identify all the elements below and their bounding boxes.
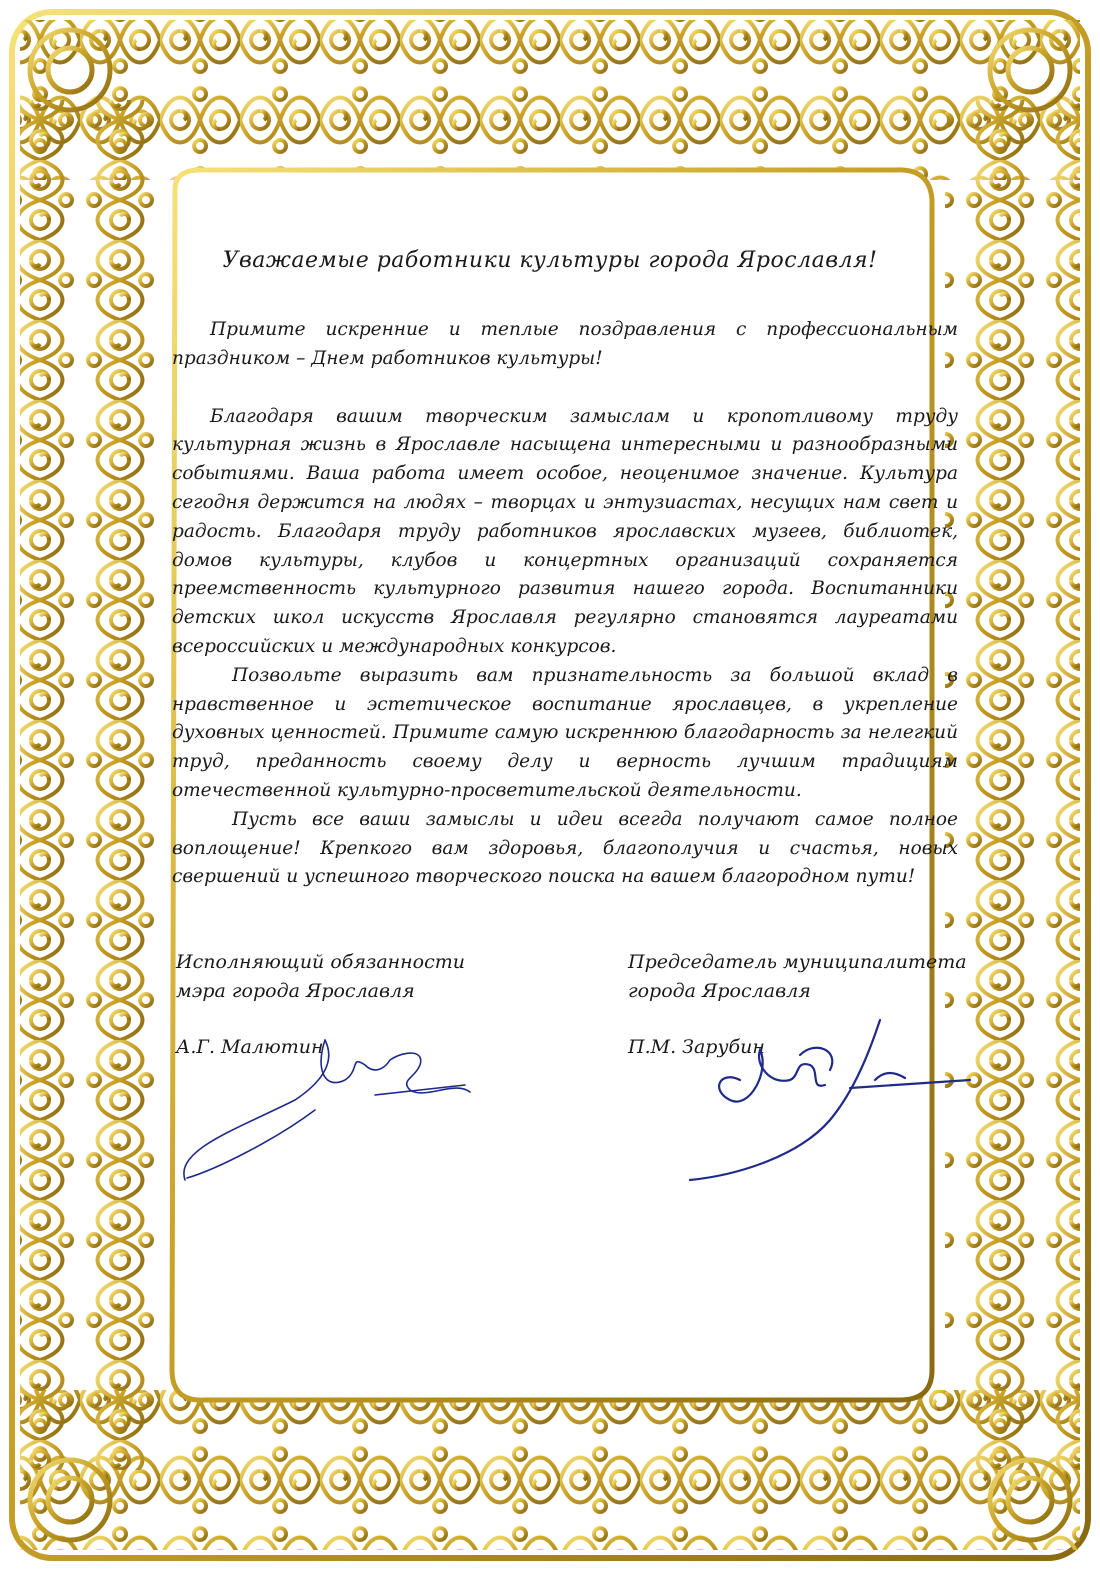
- signatory-left-position-line2: мэра города Ярославля: [176, 980, 415, 1002]
- signatory-right-name: П.М. Зарубин: [628, 1036, 765, 1058]
- signatory-right-position-line1: Председатель муниципалитета: [628, 951, 967, 973]
- paragraph-wishes: Пусть все ваши замыслы и идеи всегда получают самое полное воплощение! Крепкого вам здоровья, благополучия и счастья, новых свершений и успешного творческого поиска на вашем благородном пути!: [172, 808, 958, 888]
- letter-title: Уважаемые работники культуры города Ярославля!: [222, 248, 878, 273]
- handwritten-signature-icon: [680, 1010, 980, 1190]
- signatory-left-position: [176, 948, 536, 1006]
- letter-body: [172, 316, 958, 892]
- signatory-right-position-line2: города Ярославля: [628, 980, 811, 1002]
- paragraph-culture-life: Благодаря вашим творческим замыслам и кропотливому труду культурная жизнь в Ярославле насыщена интересными и разнообразными событиями. Ваша работа имеет особое, неоценимое значение. Культура сегодня держится на людях – творцах и энтузиастах, несущих нам свет и радость. Благодаря труду работников ярославских музеев, библиотек, домов культуры, клубов и концертных организаций сохраняется преемственность культурного развития нашего города. Воспитанники детских школ искусств Ярославля регулярно становятся лауреатами всероссийских и международных конкурсов.: [172, 405, 958, 657]
- handwritten-signature-icon: [175, 1020, 475, 1190]
- paragraph-gratitude: Позвольте выразить вам признательность за большой вклад в нравственное и эстетическое воспитание ярославцев, в укрепление духовных ценностей. Примите самую искреннюю благодарность за нелегкий труд, преданность своему делу и верность лучшим традициям отечественной культурно-просветительской деятельности.: [172, 664, 958, 801]
- signatory-left-position-line1: Исполняющий обязанности: [176, 951, 466, 973]
- signatory-left-name: А.Г. Малютин: [176, 1036, 324, 1058]
- signatory-right-position: [628, 948, 988, 1006]
- paragraph-greeting: Примите искренние и теплые поздравления с профессиональным праздником – Днем работников культуры!: [172, 319, 958, 369]
